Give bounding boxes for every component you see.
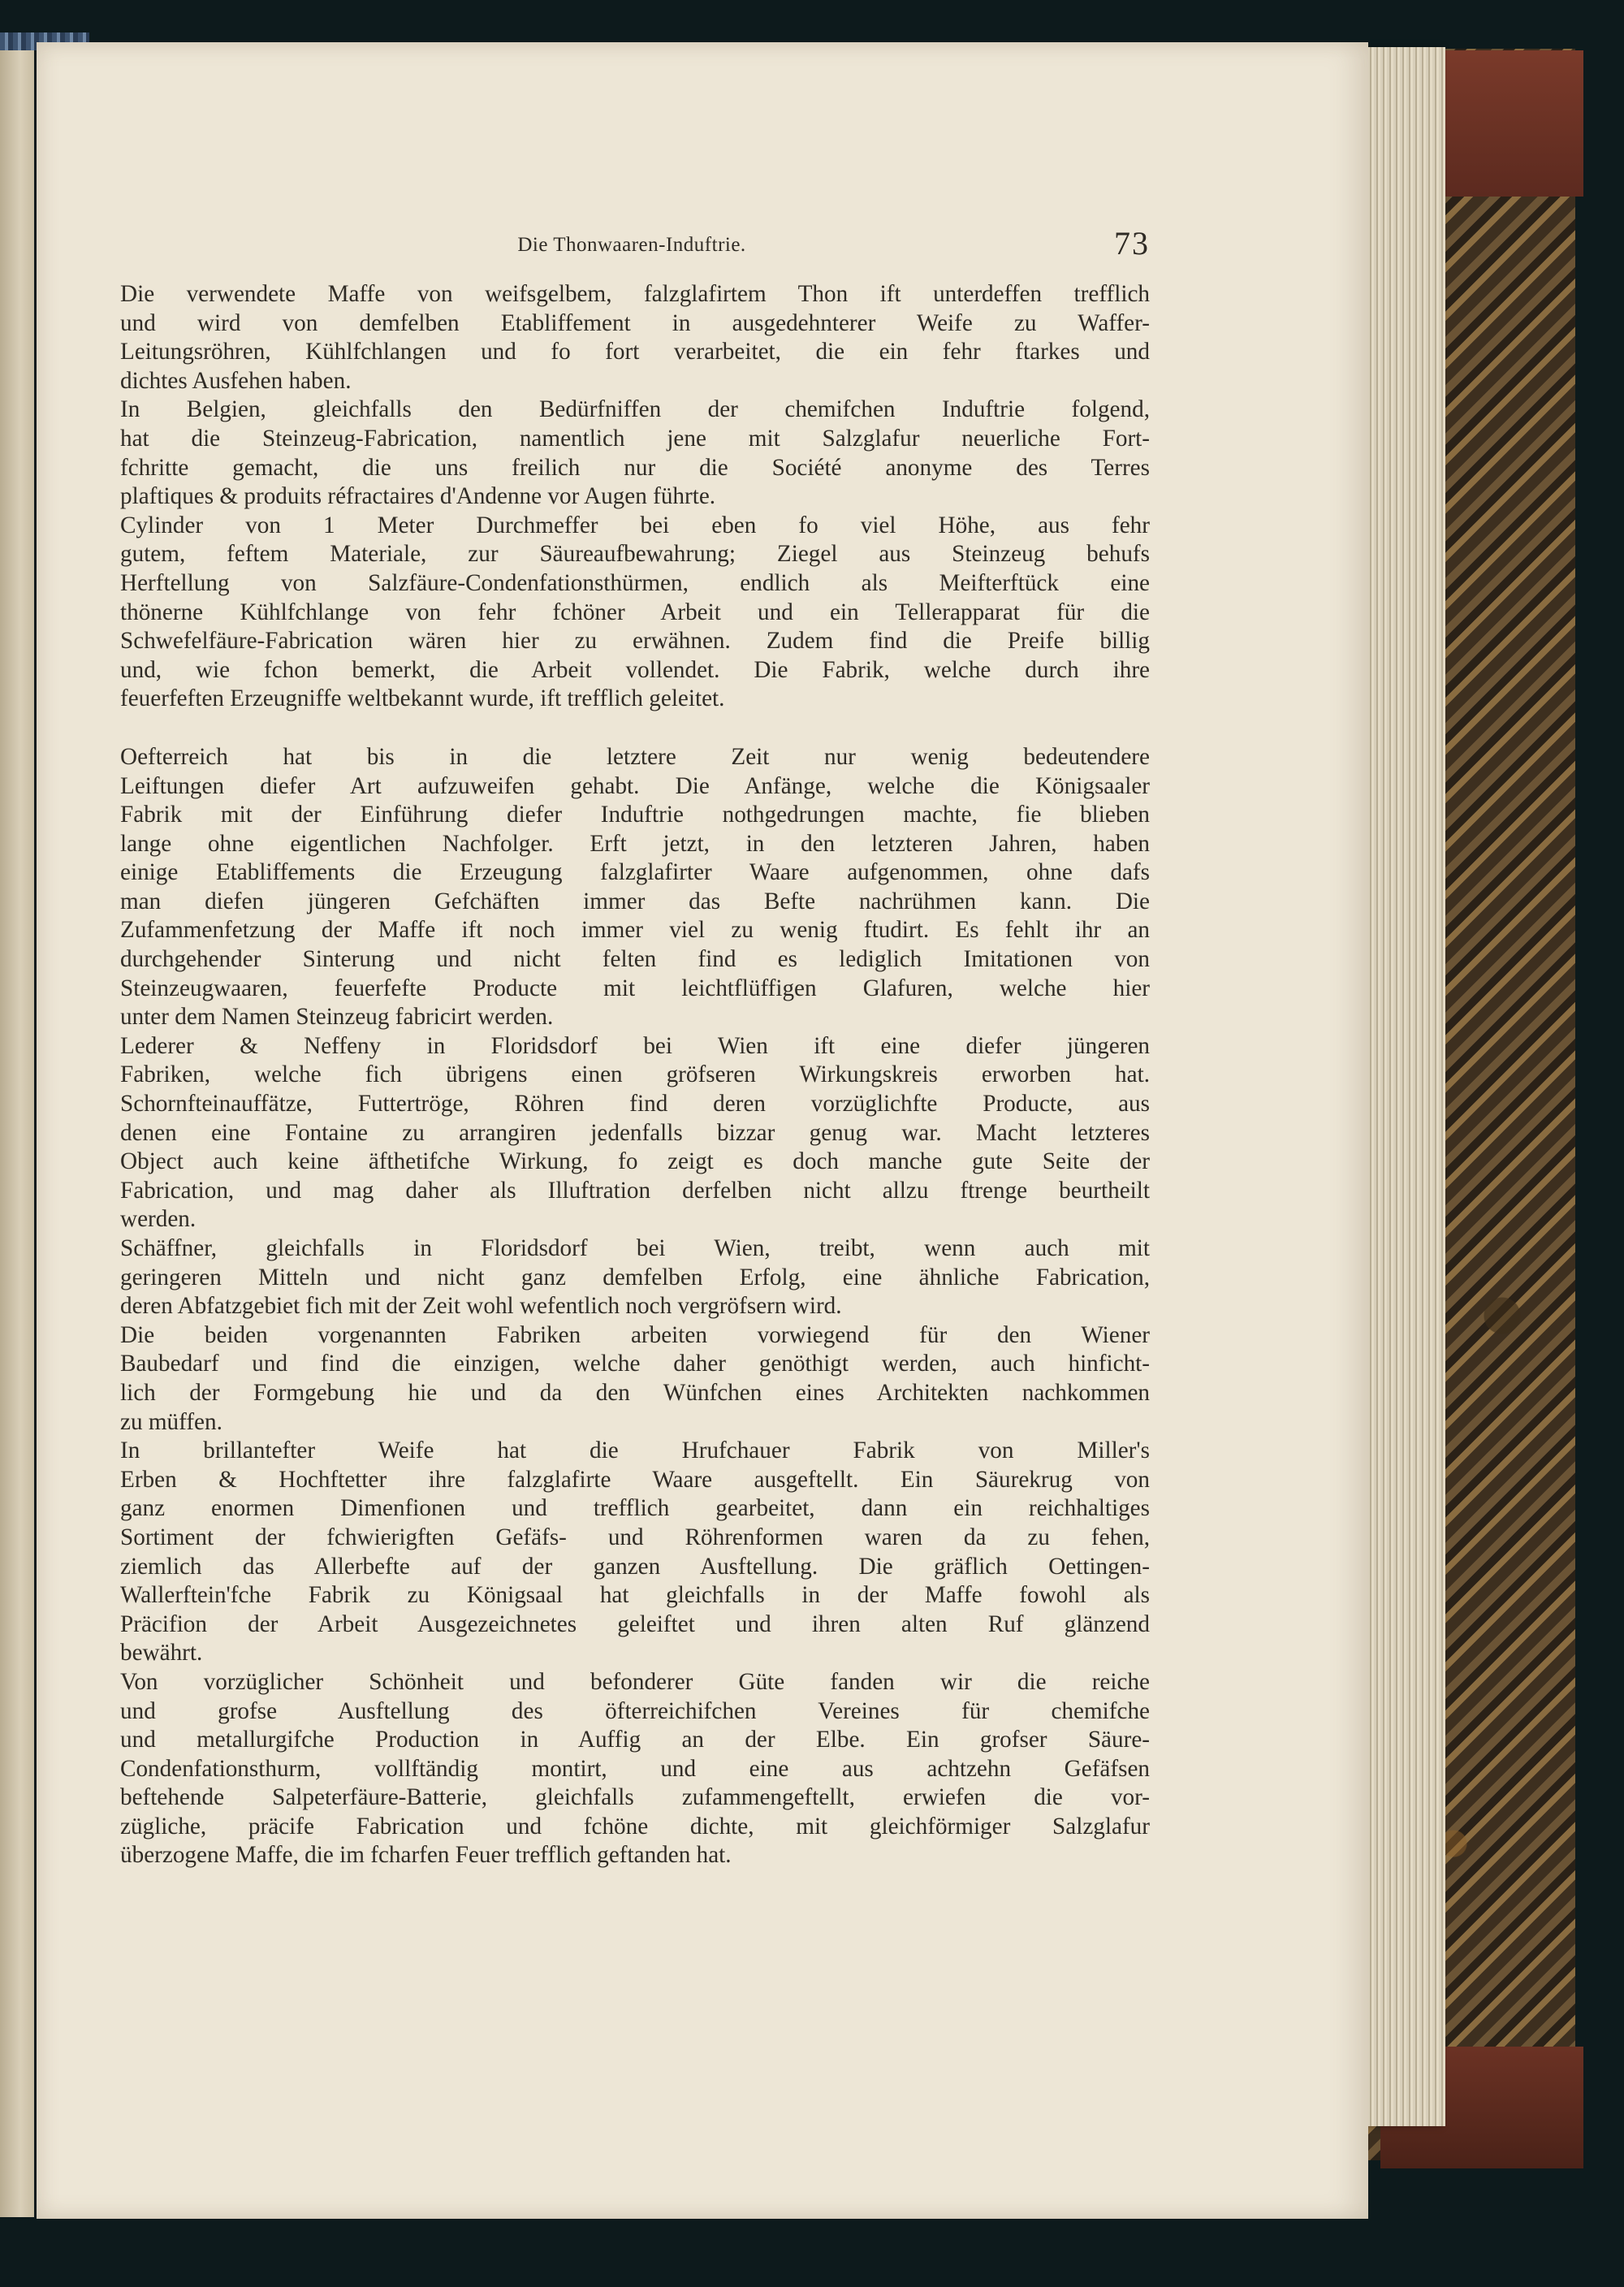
text-line: und metallurgifche Production in Auffig an der Elbe. Ein grofser Säure- [120,1727,1150,1753]
paragraph [120,1321,1150,1437]
text-line: Baubedarf und find die einzigen, welche daher genöthigt werden, auch hinficht- [120,1351,1150,1377]
paragraph [120,1032,1150,1234]
text-line: denen eine Fontaine zu arrangiren jedenfalls bizzar genug war. Macht letzteres [120,1119,1150,1146]
paragraph [120,1234,1150,1321]
text-line: In brillantefter Weife hat die Hrufchauer Fabrik von Miller's [120,1437,1150,1464]
text-line: deren Abfatzgebiet fich mit der Zeit wohl wefentlich noch vergröfsern wird. [120,1293,842,1320]
text-line: Präcifion der Arbeit Ausgezeichnetes geleiftet und ihren alten Ruf glänzend [120,1610,1150,1637]
text-line: Fabrication, und mag daher als Illuftration derfelben nicht allzu ftrenge beurtheilt [120,1177,1150,1204]
text-line: durchgehender Sinterung und nicht felten find es lediglich Imitationen von [120,946,1150,973]
text-line: Die verwendete Maffe von weifsgelbem, falzglafirtem Thon ift unterdeffen trefflich [120,281,1150,307]
text-line: Object auch keine äfthetifche Wirkung, fo zeigt es doch manche gute Seite der [120,1148,1150,1175]
text-line: gutem, feftem Materiale, zur Säureaufbewahrung; Ziegel aus Steinzeug behufs [120,541,1150,568]
text-line: feuerfeften Erzeugniffe weltbekannt wurde, ift trefflich geleitet. [120,685,725,712]
text-line: Schwefelfäure-Fabrication wären hier zu erwähnen. Zudem find die Preife billig [120,628,1150,655]
text-line: Schornfteinauffätze, Futtertröge, Röhren find deren vorzüglichfte Producte, aus [120,1091,1150,1118]
paragraph [120,396,1150,511]
body-text [120,280,1150,1870]
text-line: zügliche, präcife Fabrication und fchöne dichte, mit gleichförmiger Salzglafur [120,1813,1150,1840]
text-line: ziemlich das Allerbefte auf der ganzen Ausftellung. Die gräflich Oettingen- [120,1553,1150,1580]
text-line: plaftiques & produits réfractaires d'Andenne vor Augen führte. [120,483,716,510]
paragraph [120,743,1150,1032]
text-line: zu müffen. [120,1408,222,1435]
page-number: 73 [1114,225,1150,262]
text-line: und wird von demfelben Etabliffement in ausgedehnterer Weife zu Waffer- [120,309,1150,336]
paragraph [120,512,1150,714]
text-line: geringeren Mitteln und nicht ganz demfelben Erfolg, eine ähnliche Fabrication, [120,1264,1150,1290]
text-line: werden. [120,1206,197,1233]
text-line: lange ohne eigentlichen Nachfolger. Erft jetzt, in den letzteren Jahren, haben [120,830,1150,857]
left-page-edge [0,41,34,2217]
text-line: Erben & Hochftetter ihre falzglafirte Waare ausgeftellt. Ein Säurekrug von [120,1466,1150,1493]
text-line: Von vorzüglicher Schönheit und befonderer Güte fanden wir die reiche [120,1668,1150,1695]
text-line: hat die Steinzeug-Fabrication, namentlich jene mit Salzglafur neuerliche Fort- [120,425,1150,452]
text-line: Schäffner, gleichfalls in Floridsdorf bei Wien, treibt, wenn auch mit [120,1235,1150,1261]
text-line: bewährt. [120,1640,203,1667]
paragraph [120,280,1150,396]
paragraph [120,1668,1150,1870]
paragraph-gap [120,714,1150,743]
text-line: lich der Formgebung hie und da den Wünfchen eines Architekten nachkommen [120,1379,1150,1406]
text-line: Die beiden vorgenannten Fabriken arbeiten vorwiegend für den Wiener [120,1321,1150,1348]
text-line: Sortiment der fchwierigften Gefäfs- und Röhrenformen waren da zu fehen, [120,1524,1150,1550]
paragraph [120,1437,1150,1668]
text-line: und, wie fchon bemerkt, die Arbeit vollendet. Die Fabrik, welche durch ihre [120,656,1150,683]
text-line: Fabrik mit der Einführung diefer Induftrie nothgedrungen machte, fie blieben [120,802,1150,828]
text-line: thönerne Kühlfchlange von fehr fchöner Arbeit und ein Tellerapparat für die [120,599,1150,625]
text-line: Steinzeugwaaren, feuerfefte Producte mit leichtflüffigen Glafuren, welche hier [120,975,1150,1001]
text-line: Herftellung von Salzfäure-Condenfationsthürmen, endlich als Meifterftück eine [120,569,1150,596]
text-line: Wallerftein'fche Fabrik zu Königsaal hat gleichfalls in der Maffe fowohl als [120,1582,1150,1609]
text-line: Zufammenfetzung der Maffe ift noch immer viel zu wenig ftudirt. Es fehlt ihr an [120,917,1150,944]
text-line: unter dem Namen Steinzeug fabricirt werden. [120,1004,554,1031]
text-line: man diefen jüngeren Gefchäften immer das Befte nachrühmen kann. Die [120,888,1150,914]
text-line: In Belgien, gleichfalls den Bedürfniffen der chemifchen Induftrie folgend, [120,396,1150,423]
text-line: Oefterreich hat bis in die letztere Zeit nur wenig bedeutendere [120,743,1150,770]
text-line: einige Etabliffements die Erzeugung falzglafirter Waare aufgenommen, ohne dafs [120,859,1150,886]
text-line: ganz enormen Dimenfionen und trefflich gearbeitet, dann ein reichhaltiges [120,1495,1150,1522]
text-line: Lederer & Neffeny in Floridsdorf bei Wien ift eine diefer jüngeren [120,1032,1150,1059]
text-line: beftehende Salpeterfäure-Batterie, gleichfalls zufammengeftellt, erwiefen die vor- [120,1784,1150,1811]
text-line: Cylinder von 1 Meter Durchmeffer bei eben fo viel Höhe, aus fehr [120,512,1150,538]
text-line: und grofse Ausftellung des öfterreichifchen Vereines für chemifche [120,1697,1150,1724]
text-line: Fabriken, welche fich übrigens einen gröfseren Wirkungskreis erworben hat. [120,1061,1150,1088]
text-line: Leitungsröhren, Kühlfchlangen und fo fort verarbeitet, die ein fehr ftarkes und [120,339,1150,365]
text-line: Condenfationsthurm, vollftändig montirt, und eine aus achtzehn Gefäfsen [120,1755,1150,1782]
page-header [114,219,1150,268]
text-line: Leiftungen diefer Art aufzuweifen gehabt. Die Anfänge, welche die Königsaaler [120,772,1150,799]
running-head: Die Thonwaaren-Induftrie. [517,234,746,256]
text-line: fchritte gemacht, die uns freilich nur die Société anonyme des Terres [120,454,1150,481]
text-line: überzogene Maffe, die im fcharfen Feuer trefflich geftanden hat. [120,1842,732,1869]
text-line: dichtes Ausfehen haben. [120,367,352,394]
